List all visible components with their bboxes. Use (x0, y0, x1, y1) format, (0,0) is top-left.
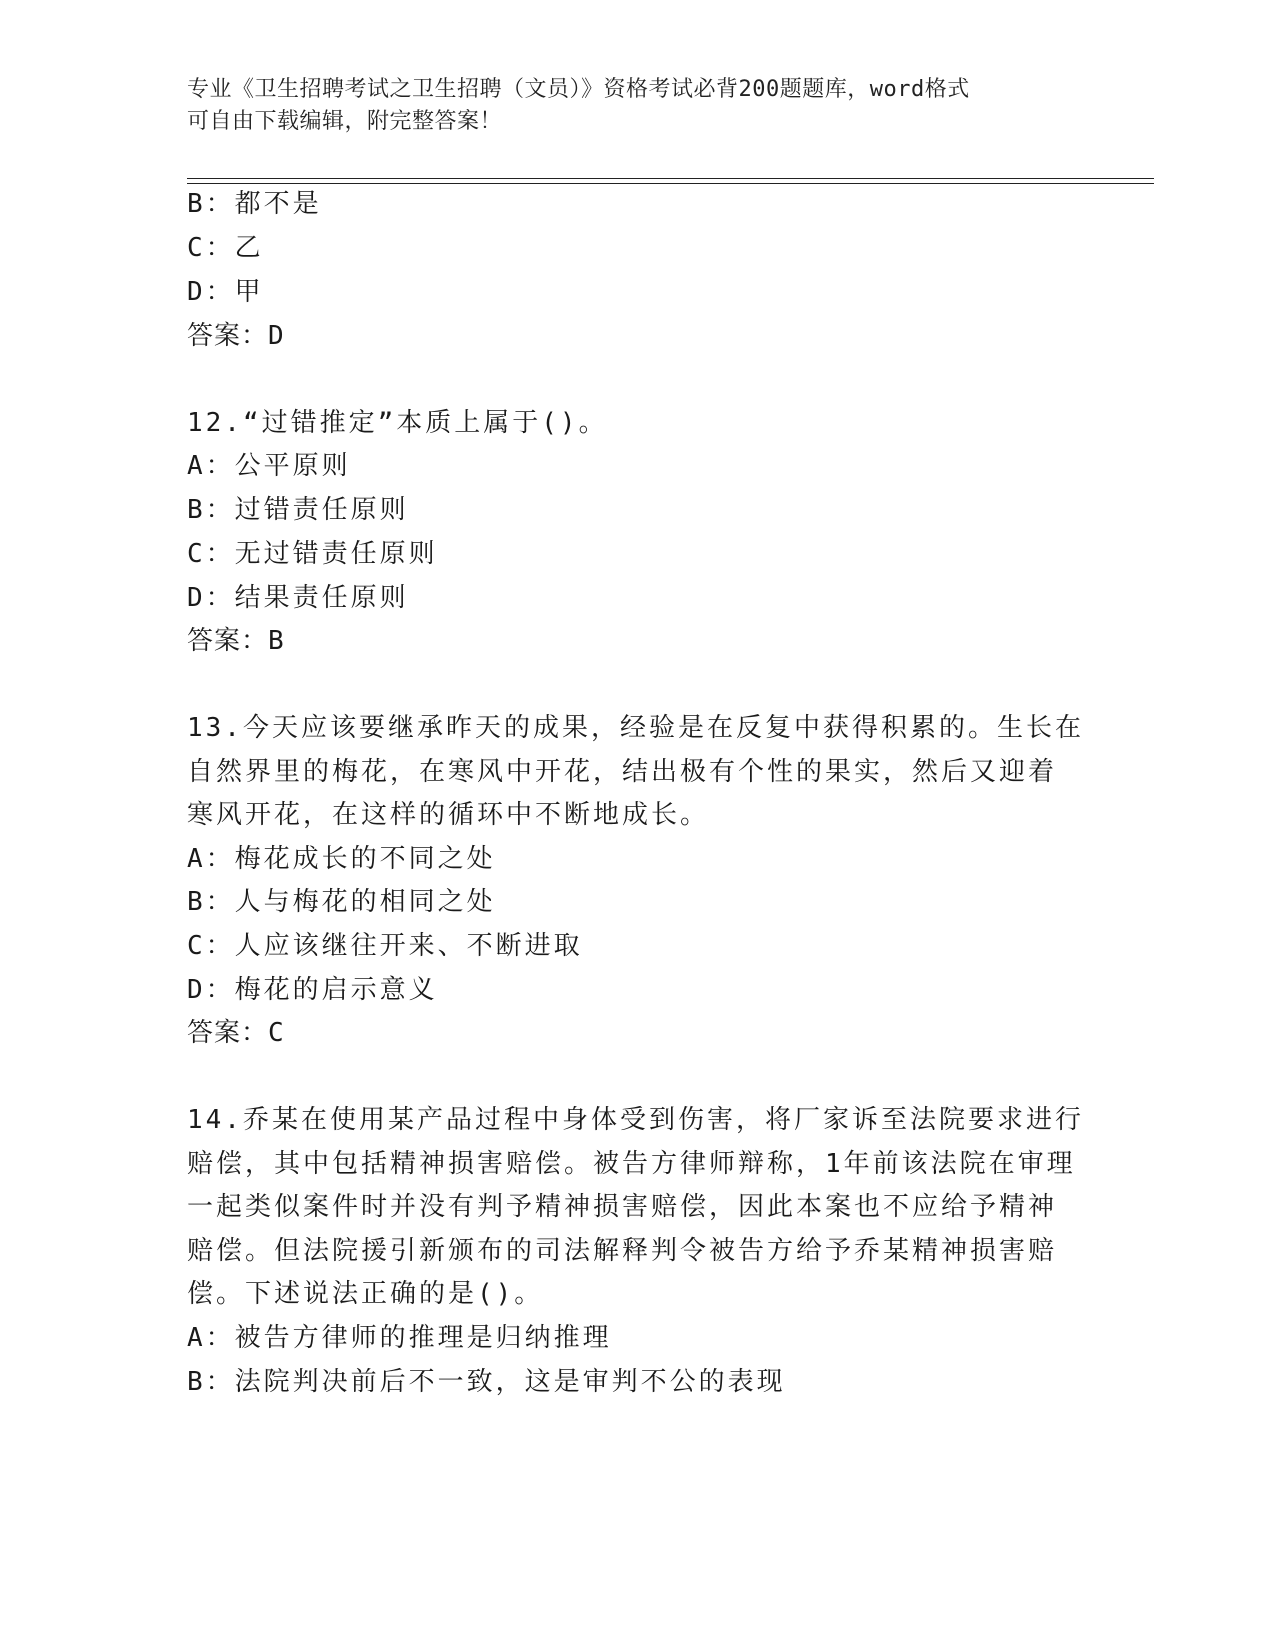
q12-option-c: C：无过错责任原则 (187, 539, 438, 569)
q14-stem-line-4: 赔偿。但法院援引新颁布的司法解释判令被告方给予乔某精神损害赔 (187, 1236, 1058, 1266)
q11-option-b: B：都不是 (187, 189, 322, 219)
header-rule-bottom (187, 183, 1154, 184)
q13-stem-line-2: 自然界里的梅花，在寒风中开花，结出极有个性的果实，然后又迎着 (187, 757, 1058, 787)
page-header (187, 74, 1067, 138)
q13-option-a: A：梅花成长的不同之处 (187, 844, 496, 874)
q14-option-b: B：法院判决前后不一致，这是审判不公的表现 (187, 1367, 786, 1397)
q12-stem: 12.“过错推定”本质上属于()。 (187, 408, 608, 438)
q12-answer: 答案：B (187, 626, 285, 656)
header-line-2: 可自由下载编辑，附完整答案！ (187, 109, 503, 134)
q13-option-c: C：人应该继往开来、不断进取 (187, 931, 583, 961)
q13-stem-line-1: 13.今天应该要继承昨天的成果，经验是在反复中获得积累的。生长在 (187, 713, 1084, 743)
q14-option-a: A：被告方律师的推理是归纳推理 (187, 1323, 612, 1353)
q13-option-d: D：梅花的启示意义 (187, 975, 438, 1005)
header-line-1: 专业《卫生招聘考试之卫生招聘（文员）》资格考试必背200题题库，word格式 (187, 77, 970, 102)
q11-option-d: D：甲 (187, 277, 264, 307)
q12-option-a: A：公平原则 (187, 451, 351, 481)
q13-stem-line-3: 寒风开花，在这样的循环中不断地成长。 (187, 800, 710, 830)
q12-option-d: D：结果责任原则 (187, 583, 409, 613)
q11-answer: 答案：D (187, 321, 285, 351)
q11-option-c: C：乙 (187, 233, 264, 263)
q14-stem-line-2: 赔偿，其中包括精神损害赔偿。被告方律师辩称，1年前该法院在审理 (187, 1149, 1076, 1179)
q14-stem-line-5: 偿。下述说法正确的是()。 (187, 1279, 544, 1309)
q13-option-b: B：人与梅花的相同之处 (187, 887, 496, 917)
q13-answer: 答案：C (187, 1018, 285, 1048)
header-rule-top (187, 178, 1154, 179)
q12-option-b: B：过错责任原则 (187, 495, 409, 525)
q14-stem-line-3: 一起类似案件时并没有判予精神损害赔偿，因此本案也不应给予精神 (187, 1192, 1058, 1222)
q14-stem-line-1: 14.乔某在使用某产品过程中身体受到伤害，将厂家诉至法院要求进行 (187, 1105, 1084, 1135)
